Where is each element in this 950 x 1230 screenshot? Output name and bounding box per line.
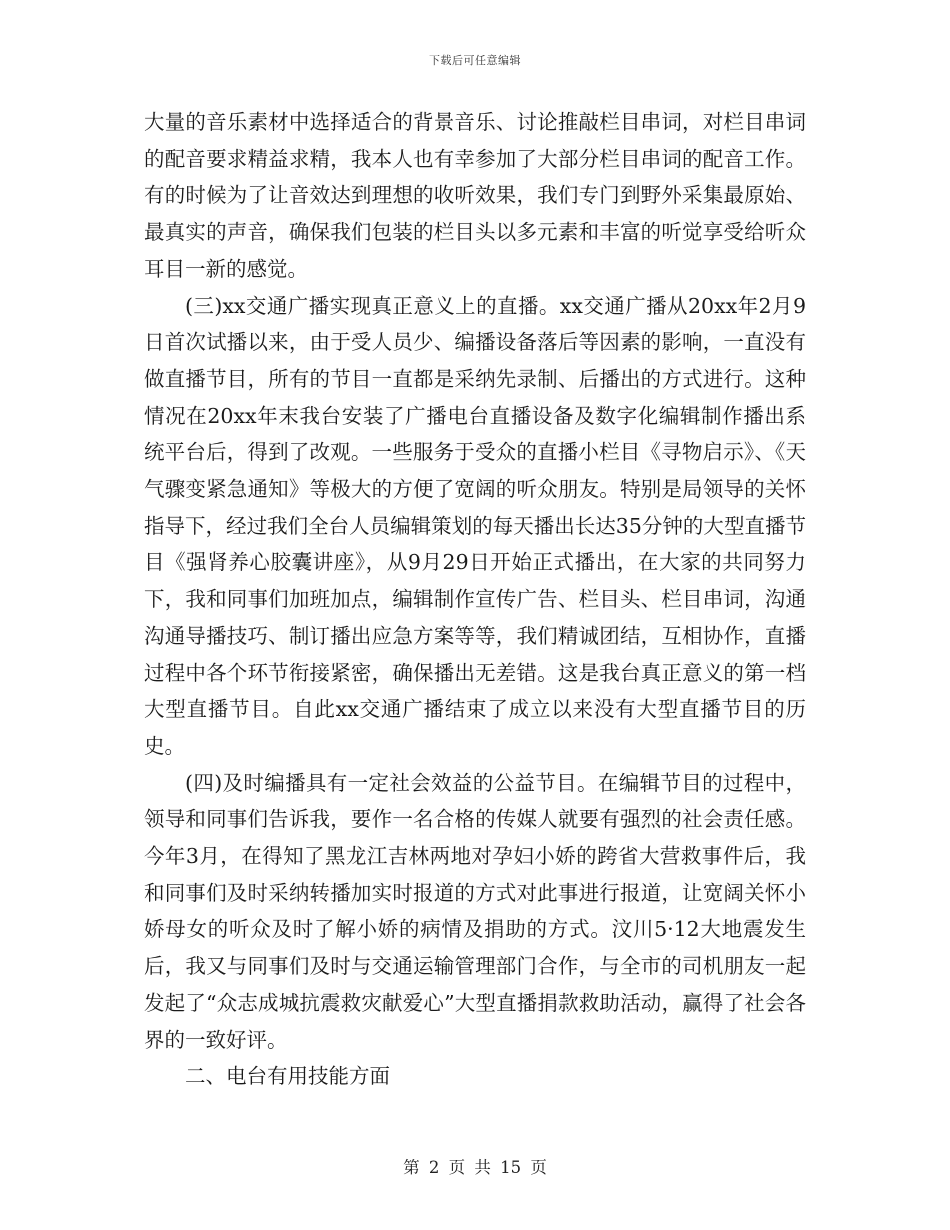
- page-header: 下载后可任意编辑: [429, 54, 521, 67]
- paragraph-live-broadcast: (三)xx交通广播实现真正意义上的直播。xx交通广播从20xx年2月9日首次试播以来，由于受人员少、编播设备落后等因素的影响，一直没有做直播节目，所有的节目一直都是采纳先录制、后播出的方式进行。这种情况在20xx年末我台安装了广播电台直播设备及数字化编辑制作播出系统平台后，得到了改观。一些服务于受众的直播小栏目《寻物启示》、《天气骤变紧急通知》等极大的方便了宽阔的听众朋友。特别是局领导的关怀指导下，经过我们全台人员编辑策划的每天播出长达35分钟的大型直播节目《强肾养心胶囊讲座》，从9月29日开始正式播出，在大家的共同努力下，我和同事们加班加点，编辑制作宣传广告、栏目头、栏目串词，沟通沟通导播技巧、制订播出应急方案等等，我们精诚团结，互相协作，直播过程中各个环节衔接紧密，确保播出无差错。这是我台真正意义的第一档大型直播节目。自此xx交通广播结束了成立以来没有大型直播节目的历史。: [144, 293, 806, 758]
- paragraph-music-materials: 大量的音乐素材中选择适合的背景音乐、讨论推敲栏目串词，对栏目串词的配音要求精益求精，我本人也有幸参加了大部分栏目串词的配音工作。有的时候为了让音效达到理想的收听效果，我们专门到野外采集最原始、最真实的声音，确保我们包装的栏目头以多元素和丰富的听觉享受给听众耳目一新的感觉。: [144, 110, 806, 281]
- page-number-footer: 第 2 页 共 15 页: [403, 1158, 547, 1177]
- paragraph-public-welfare: (四)及时编播具有一定社会效益的公益节目。在编辑节目的过程中，领导和同事们告诉我，要作一名合格的传媒人就要有强烈的社会责任感。今年3月，在得知了黑龙江吉林两地对孕妇小娇的跨省大营救事件后，我和同事们及时采纳转播加实时报道的方式对此事进行报道，让宽阔关怀小娇母女的听众及时了解小娇的病情及捐助的方式。汶川5·12大地震发生后，我又与同事们及时与交通运输管理部门合作，与全市的司机朋友一起发起了“众志成城抗震救灾献爱心”大型直播捐款救助活动，赢得了社会各界的一致好评。: [144, 770, 806, 1052]
- document-body: [144, 104, 806, 1095]
- section-heading-radio-skills: 二、电台有用技能方面: [185, 1064, 390, 1089]
